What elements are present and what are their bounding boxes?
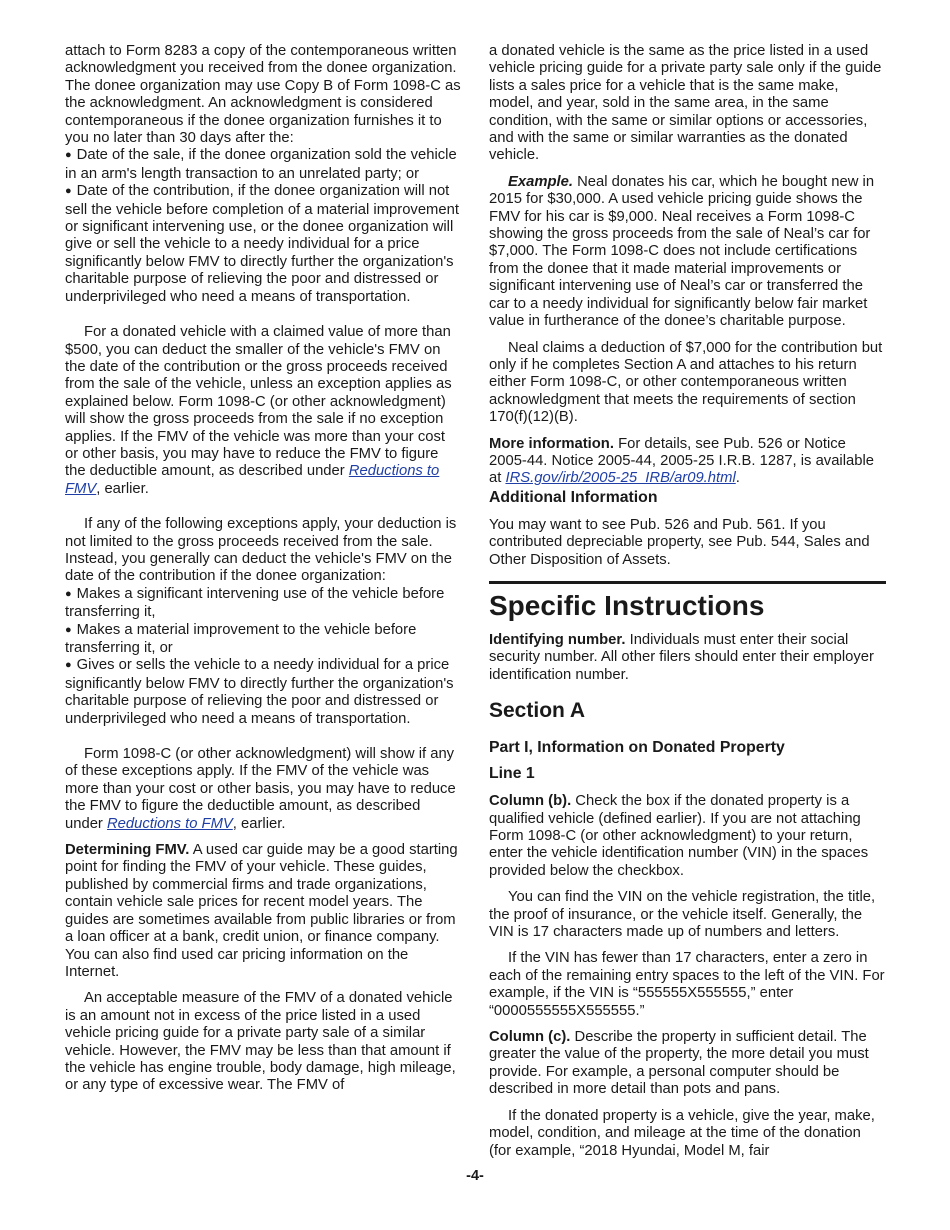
paragraph-vin-location: You can find the VIN on the vehicle registration, the title, the proof of insurance, or the vehicle itself. Generally, the VIN is 17 characters made up of numbers and letters.: [489, 889, 876, 941]
run-in-heading: Column (b).: [489, 793, 572, 810]
reductions-to-fmv-link[interactable]: Reductions to FMV: [106, 815, 233, 832]
run-in-heading: Example.: [508, 173, 573, 190]
paragraph-vehicle-description: If the donated property is a vehicle, give the year, make, model, condition, and mileage at the time of the donation (for example, “2018 Hyundai, Model M, fair: [489, 1107, 875, 1159]
run-in-heading: Identifying number.: [489, 631, 626, 648]
bullet-icon: ●: [65, 185, 72, 198]
bullet-icon: ●: [65, 149, 72, 162]
paragraph-additional-information: You may want to see Pub. 526 and Pub. 561. If you contributed depreciable property, see Pub. 544, Sales and Other Disposition of Assets.: [489, 516, 870, 568]
paragraph-column-c: Column (c). Describe the property in sufficient detail. The greater the value of the property, the more detail you must provide. For example, a personal computer should be described in more detail than pots and pans.: [489, 1029, 869, 1098]
irs-notice-link[interactable]: IRS.gov/irb/2005-25_IRB/ar09.html: [505, 470, 736, 487]
run-in-heading: More information.: [489, 435, 614, 452]
paragraph-acknowledgment: attach to Form 8283 a copy of the contemporaneous written acknowledgment you received from the donee organization. The donee organization may use Copy B of Form 1098-C as the acknowledgment. An acknowledgment is considered contemporaneous if the donee organization furnishes it to you no later than 30 days after the:: [65, 43, 461, 147]
paragraph-identifying-number: Identifying number. Individuals must enter their social security number. All other filers should enter their employer identification number.: [489, 631, 874, 683]
part-i-heading: Part I, Information on Donated Property: [489, 739, 785, 757]
run-in-heading: Determining FMV.: [65, 842, 190, 859]
left-column: [65, 43, 461, 1095]
paragraph-more-information: More information. For details, see Pub. 526 or Notice 2005-44. Notice 2005-44, 2005-25 I.R.B. 1287, is available at IRS.gov/irb/2005-25_IRB/ar09.html.: [489, 435, 874, 487]
reductions-to-fmv-link[interactable]: Reductions to FMV: [65, 463, 440, 497]
section-rule: [489, 581, 886, 623]
run-in-heading: Column (c).: [489, 1029, 571, 1046]
list-item: ● Date of the sale, if the donee organization sold the vehicle in an arm's length transaction to an unrelated party; or: [65, 147, 457, 182]
list-item: ● Gives or sells the vehicle to a needy individual for a price significantly below FMV to directly further the organization's charitable purpose of relieving the poor and distressed or underprivileged who need a means of transportation.: [65, 657, 454, 727]
paragraph-exceptions: If any of the following exceptions apply, your deduction is not limited to the gross proceeds received from the sale. Instead, you generally can deduct the vehicle's FMV on the date of the contribution if the donee organization:: [65, 516, 457, 585]
page-title: Specific Instructions: [489, 589, 765, 621]
list-item: ● Date of the contribution, if the donee organization will not sell the vehicle before completion of a material improvement or significant intervening use, or the donee organization will give or sell the vehicle to a needy individual for a price significantly below FMV to directly further the organization's charitable purpose of relieving the poor and distressed or underprivileged who need a means of transportation.: [65, 183, 459, 305]
bullet-icon: ●: [65, 623, 72, 636]
paragraph-column-b: Column (b). Check the box if the donated property is a qualified vehicle (defined earlier). If you are not attaching Form 1098-C (or other acknowledgment) to your return, enter the vehicle identification number (VIN) in the spaces provided below the checkbox.: [489, 793, 869, 879]
paragraph-acceptable-measure: An acceptable measure of the FMV of a donated vehicle is an amount not in excess of the price listed in a used vehicle pricing guide for a private party sale of a similar vehicle. However, the FMV may be less than that amount if the vehicle has engine trouble, body damage, high mileage, or any type of excessive wear. The FMV of: [65, 990, 456, 1094]
list-item: ● Makes a significant intervening use of the vehicle before transferring it,: [65, 585, 445, 621]
paragraph-neal-claims: Neal claims a deduction of $7,000 for the contribution but only if he completes Section A and attaches to his return either Form 1098-C, or other contemporaneous written acknowledgment that meets the requirements of section 170(f)(12)(B).: [489, 339, 883, 426]
bullet-icon: ●: [65, 587, 72, 600]
paragraph-continued: a donated vehicle is the same as the price listed in a used vehicle pricing guide for a private party sale only if the guide lists a sales price for a vehicle that is the same make, model, and year, sold in the same area, in the same condition, with the same or similar options or accessories, and with the same or similar warranties as the donated vehicle.: [489, 43, 882, 164]
paragraph-form-1098c: Form 1098-C (or other acknowledgment) will show if any of these exceptions apply. If the FMV of the vehicle was more than your cost or other basis, you may have to reduce the FMV to figure the deductible amount, as described under Reductions to FMV, earlier.: [65, 746, 456, 832]
paragraph-vin-short: If the VIN has fewer than 17 characters, enter a zero in each of the remaining entry spaces to the left of the VIN. For example, if the VIN is “555555X555555,” enter “0000555555X555555.”: [489, 950, 885, 1019]
page-number: -4-: [466, 1168, 484, 1184]
additional-information-heading: Additional Information: [489, 488, 658, 506]
line-1-heading: Line 1: [489, 765, 535, 783]
right-column: [489, 43, 886, 1160]
list-item: ● Makes a material improvement to the vehicle before transferring it, or: [65, 621, 417, 656]
paragraph-example: Example. Neal donates his car, which he bought new in 2015 for $30,000. A used vehicle pricing guide shows the FMV for his car is $9,000. Neal receives a Form 1098-C showing the gross proceeds from the sale of Neal’s car for $7,000. The Form 1098-C does not include certifications from the donee that it made material improvements or significant intervening use of Neal’s car or transferred the car to a needy individual for significantly below fair market value in furtherance of the donee’s charitable purpose.: [489, 173, 875, 330]
section-a-heading: Section A: [489, 699, 586, 723]
bullet-icon: ●: [65, 659, 72, 672]
paragraph-determining-fmv: Determining FMV. A used car guide may be a good starting point for finding the FMV of your vehicle. These guides, published by commercial firms and trade organizations, contain vehicle sale prices for recent model years. The guides are sometimes available from public libraries or from a loan officer at a bank, credit union, or finance company. You can also find used car pricing information on the Internet.: [65, 842, 458, 980]
paragraph-over-500: For a donated vehicle with a claimed value of more than $500, you can deduct the smaller of the vehicle's FMV on the date of the contribution or the gross proceeds received from the sale of the vehicle, unless an exception applies as explained below. Form 1098-C (or other acknowledgment) will show the gross proceeds from the sale if no exception applies. If the FMV of the vehicle was more than your cost or other basis, you may have to reduce the FMV to figure the deductible amount, as described under Reductions to FMV, earlier.: [65, 324, 452, 497]
